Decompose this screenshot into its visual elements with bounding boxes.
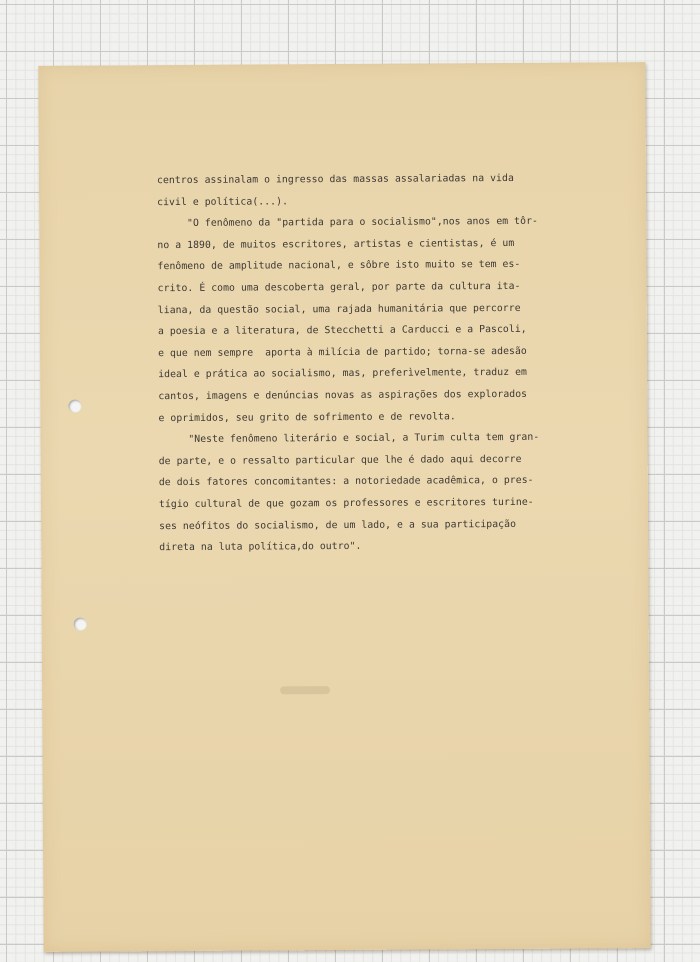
punch-hole [68,400,81,413]
text-line: liana, da questão social, uma rajada humanitária que percorre [157,302,521,316]
typewritten-text [157,168,559,559]
faint-smudge [280,686,330,694]
text-line: tígio cultural de que gozam os professores e escritores turine- [158,496,534,511]
text-line: no a 1890, de muitos escritores, artistas e cientistas, é um [157,237,515,251]
text-line: de dois fatores concomitantes: a notoriedade acadêmica, o pres- [158,475,534,489]
text-line: centros assinalam o ingresso das massas assalariadas na vida [156,172,514,187]
text-line: ideal e prática ao socialismo, mas, preferìvelmente, traduz em [158,367,528,381]
text-line: fenômeno de amplitude nacional, e sôbre isto muito se tem es- [157,259,521,273]
text-line: "Neste fenômeno literário e social, a Turim culta tem gran- [158,431,540,446]
text-line: e que nem sempre aporta à milícia de partido; torna-se adesão [158,345,527,359]
text-line: a poesia e a literatura, de Stecchetti a Carducci e a Pascoli, [157,324,527,338]
text-line: civil e política(...). [157,195,289,208]
punch-hole [74,618,87,631]
text-line: e oprimidos, seu grito de sofrimento e de revolta. [158,410,456,424]
text-line: de parte, e o ressalto particular que lhe é dado aqui decorre [158,453,522,467]
text-line: cantos, imagens e denúncias novas as aspirações dos explorados [158,388,528,403]
text-line: direta na luta política,do outro". [159,540,362,554]
text-line: "O fenômeno da "partida para o socialismo",nos anos em tôr- [157,216,538,230]
text-line: crito. É como uma descoberta geral, por parte da cultura ita- [157,280,521,295]
typewritten-page [38,62,650,952]
text-line: ses neófitos do socialismo, de um lado, e a sua participação [159,518,517,532]
